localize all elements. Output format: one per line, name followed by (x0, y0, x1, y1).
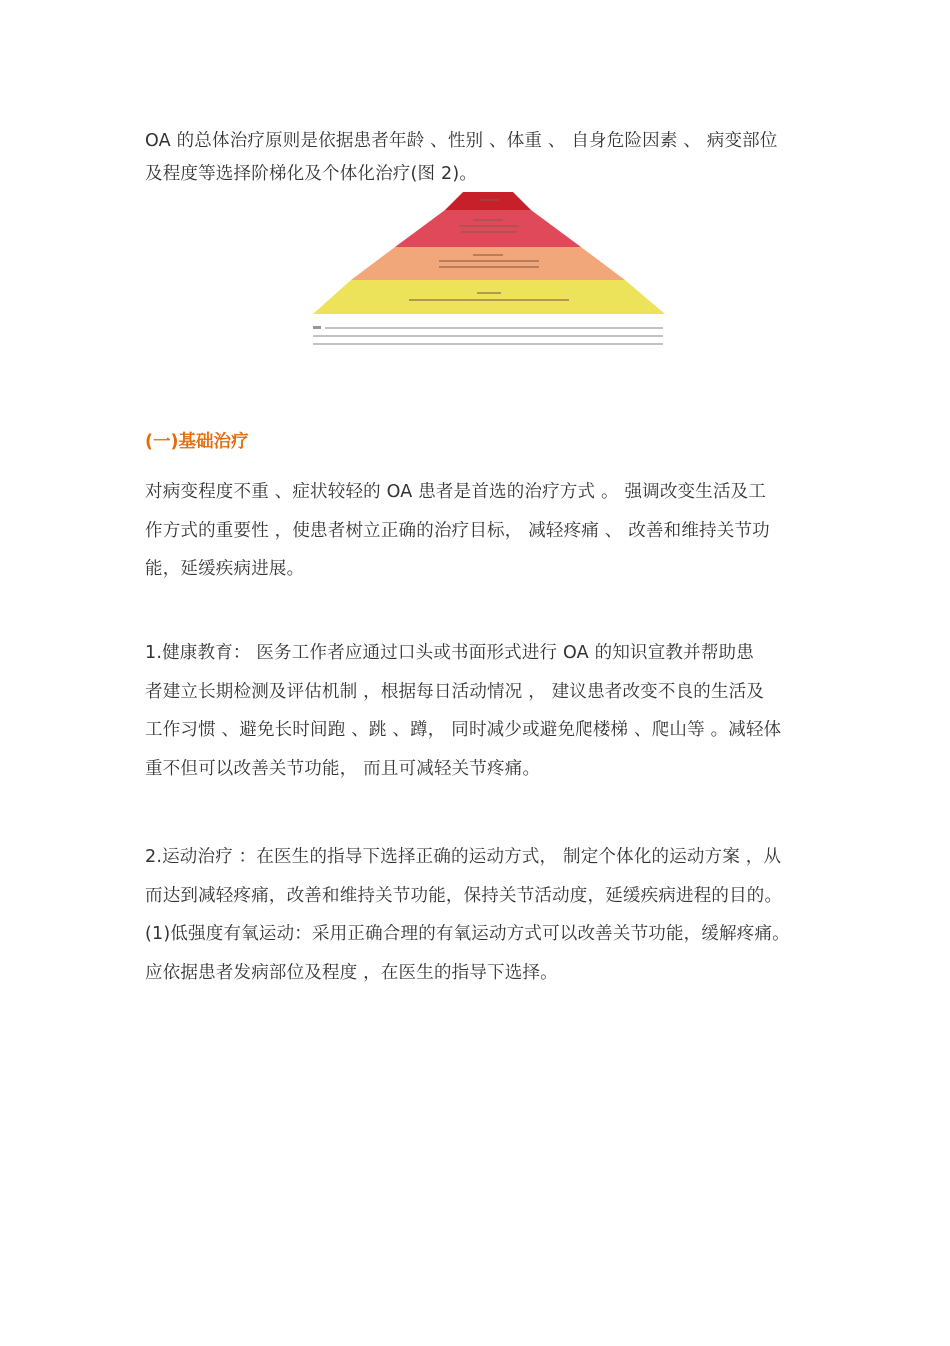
para2-line-4: 重不但可以改善关节功能， 而且可减轻关节疼痛。 (145, 758, 541, 779)
para2-line-2: 者建立长期检测及评估机制 ，根据每日活动情况 ， 建议患者改变不良的生活及 (145, 681, 765, 702)
figure-caption-lines (313, 326, 663, 345)
treatment-pyramid-figure (313, 192, 665, 358)
para3-line-2: 而达到减轻疼痛，改善和维持关节功能，保持关节活动度，延缓疾病进程的目的。 (145, 885, 783, 906)
health-education-paragraph (145, 634, 810, 788)
para3-line-1: 2.运动治疗 ：在医生的指导下选择正确的运动方式， 制定个体化的运动方案 ，从 (145, 847, 782, 867)
intro-line-2: 及程度等选择阶梯化及个体化治疗(图 2)。 (145, 164, 478, 184)
pyramid-tier-third (351, 247, 625, 280)
section-heading-basic-treatment: (一)基础治疗 (145, 432, 249, 452)
basic-treatment-paragraph (145, 473, 810, 589)
para3-line-3: (1)低强度有氧运动：采用正确合理的有氧运动方式可以改善关节功能，缓解疼痛。 (145, 924, 790, 944)
para1-line-1: 对病变程度不重 、症状较轻的 OA 患者是首选的治疗方式 。 强调改变生活及工 (145, 482, 767, 502)
intro-line-1: OA 的总体治疗原则是依据患者年龄 、性别 、体重 、 自身危险因素 、 病变部位 (145, 131, 778, 151)
para2-line-1: 1.健康教育： 医务工作者应通过口头或书面形式进行 OA 的知识宣教并帮助患 (145, 643, 754, 663)
para3-line-4: 应依据患者发病部位及程度 ，在医生的指导下选择。 (145, 962, 558, 983)
para2-line-3: 工作习惯 、避免长时间跑 、跳 、蹲， 同时减少或避免爬楼梯 、爬山等 。减轻体 (145, 720, 782, 740)
exercise-therapy-paragraph (145, 838, 810, 992)
pyramid-tier-base (313, 280, 665, 314)
intro-paragraph (145, 125, 810, 191)
pyramid-tier-second (395, 210, 581, 247)
para1-line-3: 能，延缓疾病进展。 (145, 559, 305, 579)
para1-line-2: 作方式的重要性 ，使患者树立正确的治疗目标， 减轻疼痛 、 改善和维持关节功 (145, 520, 770, 541)
